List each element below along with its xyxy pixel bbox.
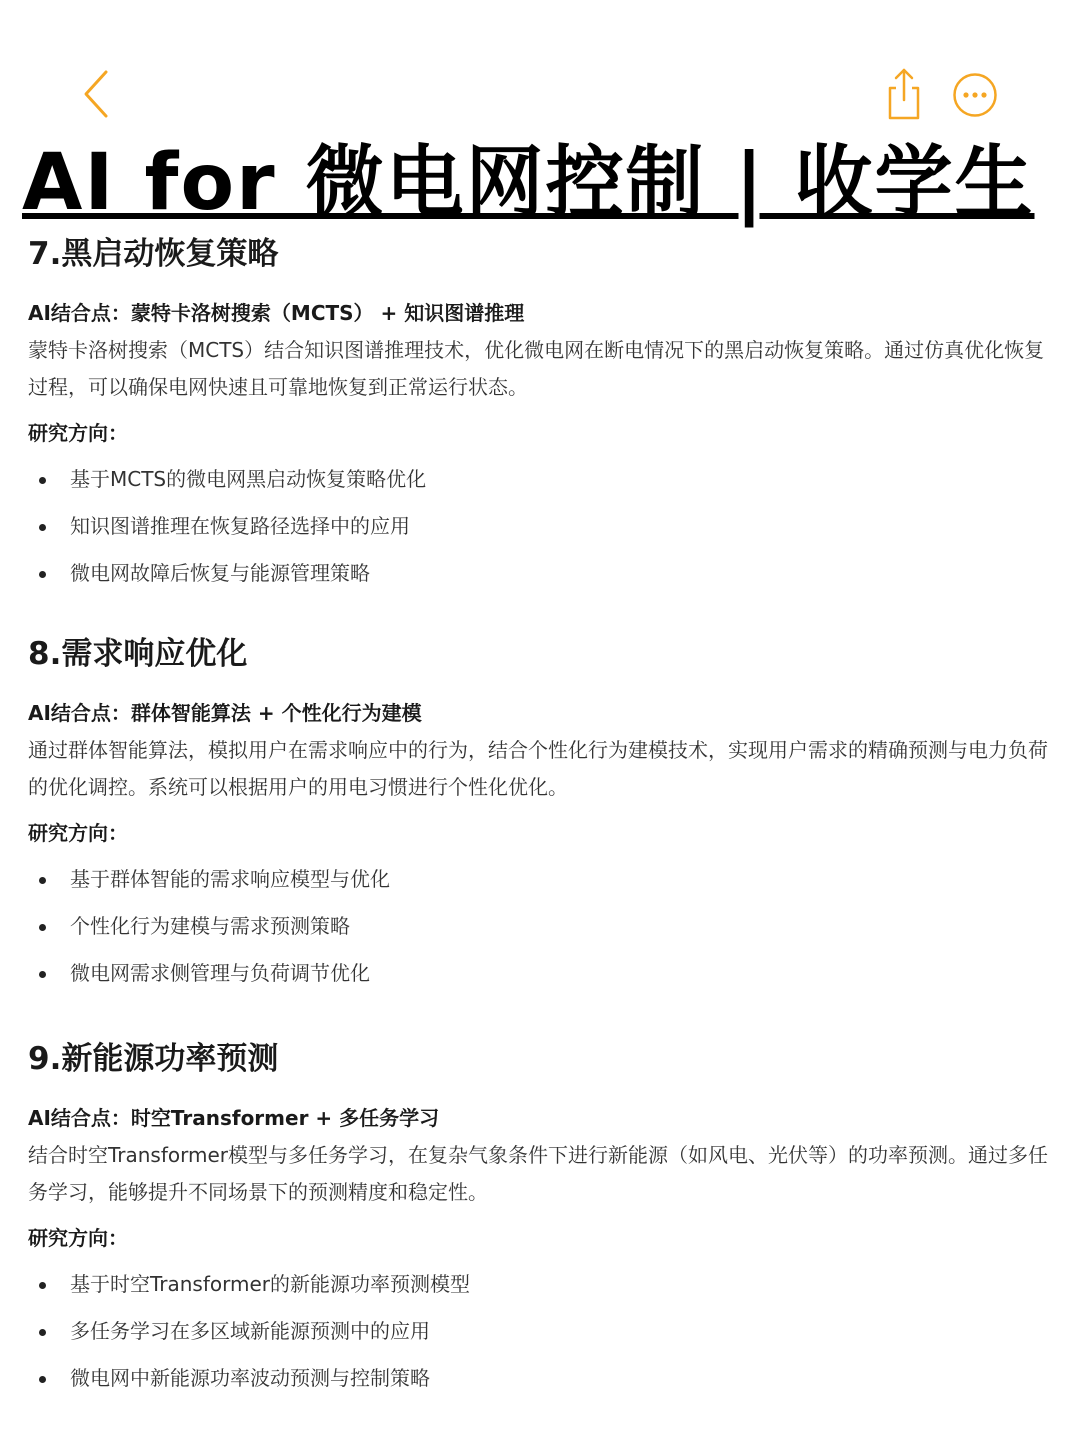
list-item	[28, 1261, 1048, 1308]
bullet-icon	[39, 1376, 46, 1383]
top-toolbar	[0, 0, 1080, 140]
section-description: 蒙特卡洛树搜索（MCTS）结合知识图谱推理技术，优化微电网在断电情况下的黑启动恢复策略。通过仿真优化恢复过程，可以确保电网快速且可靠地恢复到正常运行状态。	[28, 338, 1045, 399]
section-description: 通过群体智能算法，模拟用户在需求响应中的行为，结合个性化行为建模技术，实现用户需求的精确预测与电力负荷的优化调控。系统可以根据用户的用电习惯进行个性化优化。	[28, 738, 1048, 799]
section-demand-response	[28, 632, 1048, 997]
list-item	[28, 456, 1048, 503]
list-item	[28, 1308, 1048, 1355]
directions-label: 研究方向：	[28, 1226, 128, 1250]
section-renewable-forecast	[28, 1037, 1048, 1402]
list-item-text: 基于MCTS的微电网黑启动恢复策略优化	[70, 467, 427, 491]
list-item-text: 知识图谱推理在恢复路径选择中的应用	[70, 514, 410, 538]
list-item	[28, 856, 1048, 903]
chevron-left-icon[interactable]	[78, 66, 114, 122]
list-item	[28, 503, 1048, 550]
ai-point: AI结合点：群体智能算法 + 个性化行为建模	[28, 701, 422, 725]
list-item	[28, 1355, 1048, 1402]
bullet-icon	[39, 924, 46, 931]
directions-label: 研究方向：	[28, 821, 128, 845]
bullet-icon	[39, 1329, 46, 1336]
section-title: 9.新能源功率预测	[28, 1041, 279, 1077]
bullet-icon	[39, 877, 46, 884]
list-item-text: 微电网故障后恢复与能源管理策略	[70, 561, 370, 585]
bullet-icon	[39, 571, 46, 578]
bullet-icon	[39, 477, 46, 484]
section-description: 结合时空Transformer模型与多任务学习，在复杂气象条件下进行新能源（如风电、光伏等）的功率预测。通过多任务学习，能够提升不同场景下的预测精度和稳定性。	[28, 1143, 1049, 1204]
section-title: 8.需求响应优化	[28, 636, 248, 672]
list-item	[28, 903, 1048, 950]
list-item-text: 微电网需求侧管理与负荷调节优化	[70, 961, 370, 985]
directions-list	[28, 1261, 1048, 1402]
ai-point: AI结合点：蒙特卡洛树搜索（MCTS） + 知识图谱推理	[28, 301, 525, 325]
list-item-text: 微电网中新能源功率波动预测与控制策略	[70, 1366, 430, 1390]
list-item	[28, 550, 1048, 597]
share-icon[interactable]	[884, 66, 924, 122]
list-item-text: 基于时空Transformer的新能源功率预测模型	[70, 1272, 471, 1296]
bullet-icon	[39, 1282, 46, 1289]
bullet-icon	[39, 524, 46, 531]
list-item-text: 多任务学习在多区域新能源预测中的应用	[70, 1319, 430, 1343]
list-item	[28, 950, 1048, 997]
list-item-text: 个性化行为建模与需求预测策略	[70, 914, 350, 938]
directions-list	[28, 456, 1048, 597]
section-title: 7.黑启动恢复策略	[28, 236, 279, 272]
more-icon[interactable]	[952, 72, 998, 118]
bullet-icon	[39, 971, 46, 978]
list-item-text: 基于群体智能的需求响应模型与优化	[70, 867, 390, 891]
page-title: AI for 微电网控制 | 收学生	[22, 140, 1035, 228]
directions-list	[28, 856, 1048, 997]
section-black-start	[28, 232, 1048, 597]
ai-point: AI结合点：时空Transformer + 多任务学习	[28, 1106, 440, 1130]
directions-label: 研究方向：	[28, 421, 128, 445]
